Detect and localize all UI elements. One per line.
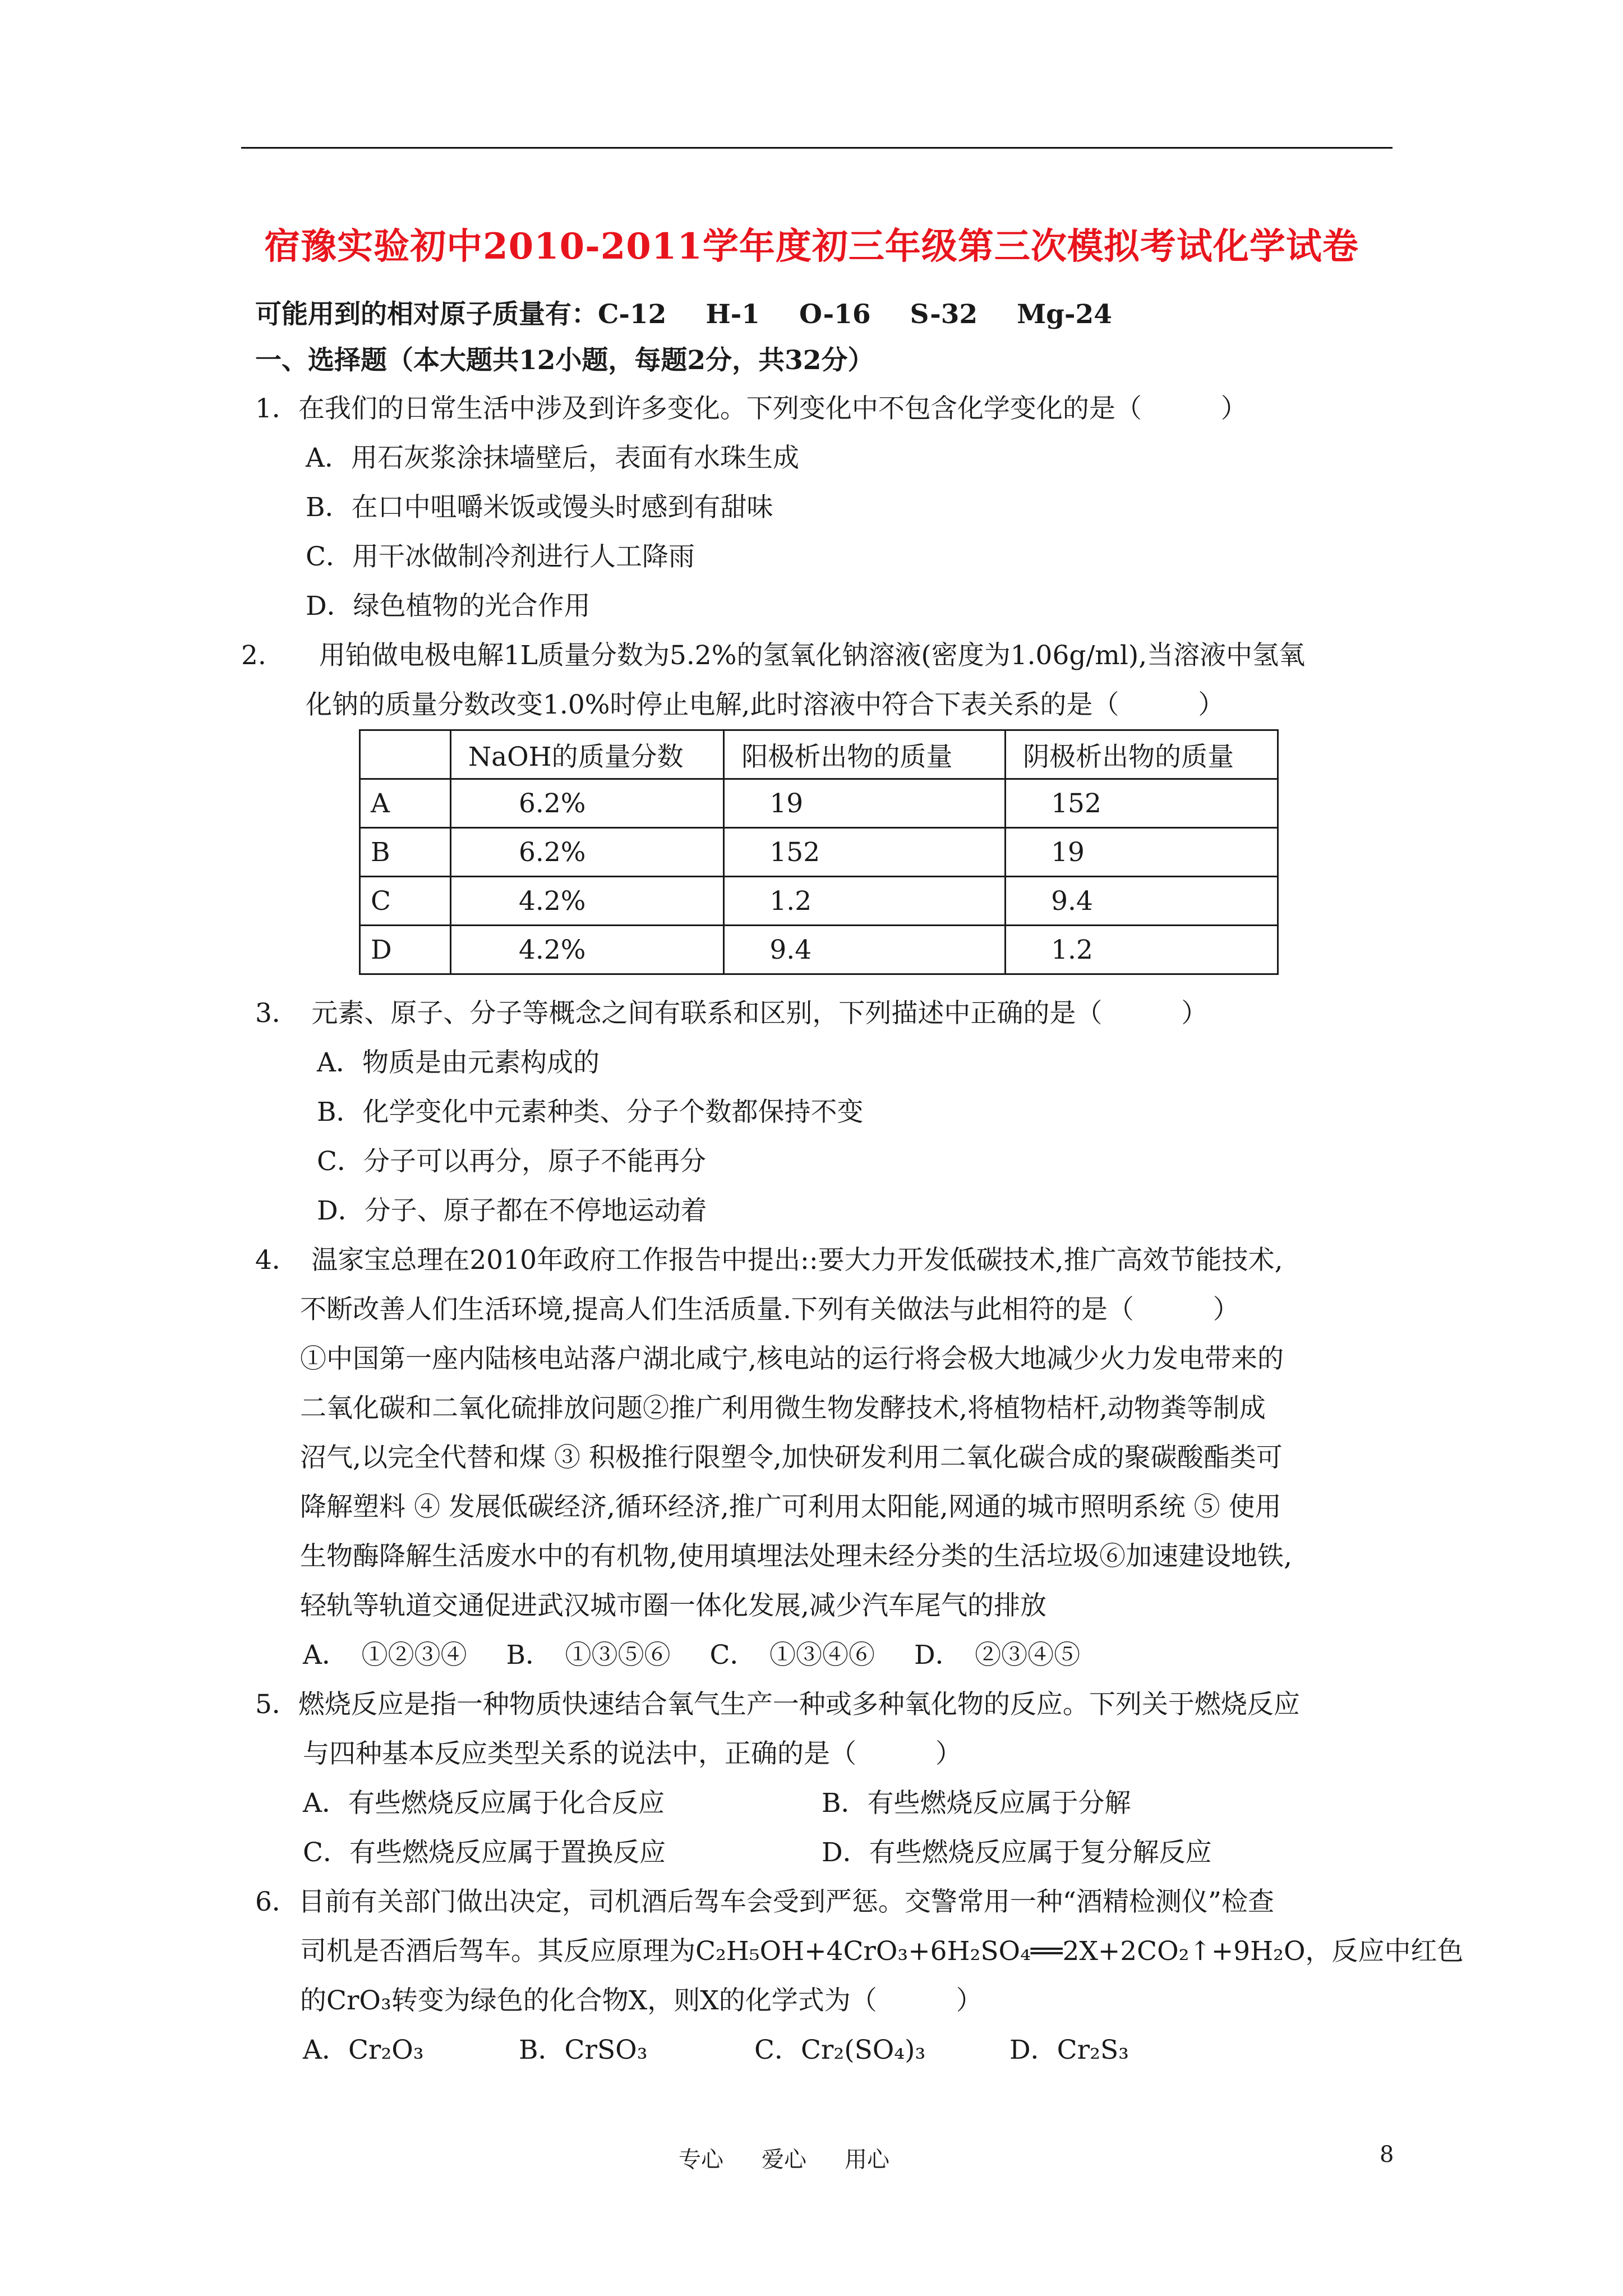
q4-option-c: C． ①③④⑥ <box>709 1640 875 1671</box>
page-number: 8 <box>1380 2142 1394 2168</box>
exam-title: 宿豫实验初中2010-2011学年度初三年级第三次模拟考试化学试卷 <box>264 226 1359 268</box>
q6-line2: 司机是否酒后驾车。其反应原理为C₂H₅OH+4CrO₃+6H₂SO₄══2X+2CO₂↑+9H₂O，反应中红色 <box>300 1936 1464 1967</box>
q4-line-7: 生物酶降解生活废水中的有机物,使用填埋法处理未经分类的生活垃圾⑥加速建设地铁, <box>300 1541 1292 1572</box>
q2-stem-line2: 化钠的质量分数改变1.0%时停止电解,此时溶液中符合下表关系的是（ ） <box>306 689 1225 720</box>
table-row: B 6.2% 152 19 <box>360 828 1278 877</box>
table-row: C 4.2% 1.2 9.4 <box>360 877 1278 926</box>
q5-stem-line2: 与四种基本反应类型关系的说法中，正确的是（ ） <box>303 1738 962 1769</box>
q2-table <box>359 729 1279 975</box>
q5-option-d: D．有些燃烧反应属于复分解反应 <box>822 1837 1212 1868</box>
q6-line3: 的CrO₃转变为绿色的化合物X，则X的化学式为（ ） <box>300 1985 983 2016</box>
q4-options <box>303 1638 1119 1673</box>
q5-option-c: C．有些燃烧反应属于置换反应 <box>303 1837 666 1868</box>
q3-option-b: B．化学变化中元素种类、分子个数都保持不变 <box>317 1097 864 1128</box>
table-row: D 4.2% 9.4 1.2 <box>360 926 1278 974</box>
atomic-masses-label: 可能用到的相对原子质量有： <box>255 299 598 330</box>
q5-option-a: A．有些燃烧反应属于化合反应 <box>303 1788 665 1819</box>
table-header-row: NaOH的质量分数 阳极析出物的质量 阴极析出物的质量 <box>360 730 1278 779</box>
q6-line1: 6．目前有关部门做出决定，司机酒后驾车会受到严惩。交警常用一种“酒精检测仪”检查 <box>255 1887 1274 1917</box>
q5-option-b: B．有些燃烧反应属于分解 <box>822 1788 1131 1819</box>
q4-line-4: 二氧化碳和二氧化硫排放问题②推广利用微生物发酵技术,将植物桔杆,动物粪等制成 <box>300 1393 1266 1424</box>
q4-line-1: 4． 温家宝总理在2010年政府工作报告中提出::要大力开发低碳技术,推广高效节能技术, <box>255 1245 1283 1276</box>
q6-option-c: C．Cr₂(SO₄)₃ <box>754 2035 926 2065</box>
q1-option-c: C．用干冰做制冷剂进行人工降雨 <box>306 541 695 572</box>
q1-option-a: A．用石灰浆涂抹墙壁后，表面有水珠生成 <box>306 443 799 473</box>
q4-line-5: 沼气,以完全代替和煤 ③ 积极推行限塑令,加快研发利用二氧化碳合成的聚碳酸酯类可 <box>300 1442 1283 1473</box>
q4-line-2: 不断改善人们生活环境,提高人们生活质量.下列有关做法与此相符的是（ ） <box>300 1294 1239 1325</box>
q3-option-d: D．分子、原子都在不停地运动着 <box>317 1195 707 1226</box>
q4-line-6: 降解塑料 ④ 发展低碳经济,循环经济,推广可利用太阳能,网通的城市照明系统 ⑤ 使用 <box>300 1492 1281 1522</box>
q4-option-b: B． ①③⑤⑥ <box>506 1640 671 1671</box>
q3-option-c: C．分子可以再分，原子不能再分 <box>317 1146 706 1177</box>
q6-reaction-equation: ₂H₅OH+4CrO₃+6H₂SO₄══2X+2CO₂↑+9H₂O <box>715 1936 1306 1967</box>
q2-stem-line1: 2. 用铂做电极电解1L质量分数为5.2%的氢氧化钠溶液(密度为1.06g/ml),当溶液中氢氧 <box>241 640 1306 671</box>
footer-mottos: 专心 爱心 用心 <box>679 2147 889 2173</box>
q3-stem: 3． 元素、原子、分子等概念之间有联系和区别，下列描述中正确的是（ ） <box>255 998 1208 1029</box>
atomic-masses: 可能用到的相对原子质量有：C-12 H-1 O-16 S-32 Mg-24 <box>255 297 1151 332</box>
header-rule <box>241 147 1393 149</box>
q6-option-a: A．Cr₂O₃ <box>303 2035 424 2065</box>
q6-option-d: D．Cr₂S₃ <box>1009 2035 1129 2065</box>
q4-line-3: ①中国第一座内陆核电站落户湖北咸宁,核电站的运行将会极大地减少火力发电带来的 <box>300 1343 1284 1374</box>
q1-option-b: B．在口中咀嚼米饭或馒头时感到有甜味 <box>306 492 773 523</box>
q4-option-d: D． ②③④⑤ <box>914 1640 1081 1671</box>
q4-line-8: 轻轨等轨道交通促进武汉城市圈一体化发展,减少汽车尾气的排放 <box>300 1590 1046 1621</box>
section-heading: 一、选择题（本大题共12小题，每题2分，共32分） <box>255 345 874 376</box>
q4-option-a: A． ①②③④ <box>303 1640 467 1671</box>
q6-option-b: B．CrSO₃ <box>519 2035 648 2065</box>
q5-stem-line1: 5．燃烧反应是指一种物质快速结合氧气生产一种或多种氧化物的反应。下列关于燃烧反应 <box>255 1689 1300 1720</box>
q1-stem: 1．在我们的日常生活中涉及到许多变化。下列变化中不包含化学变化的是（ ） <box>255 393 1247 424</box>
q3-option-a: A．物质是由元素构成的 <box>317 1047 600 1078</box>
table-row: A 6.2% 19 152 <box>360 779 1278 828</box>
q1-option-d: D．绿色植物的光合作用 <box>306 591 591 622</box>
